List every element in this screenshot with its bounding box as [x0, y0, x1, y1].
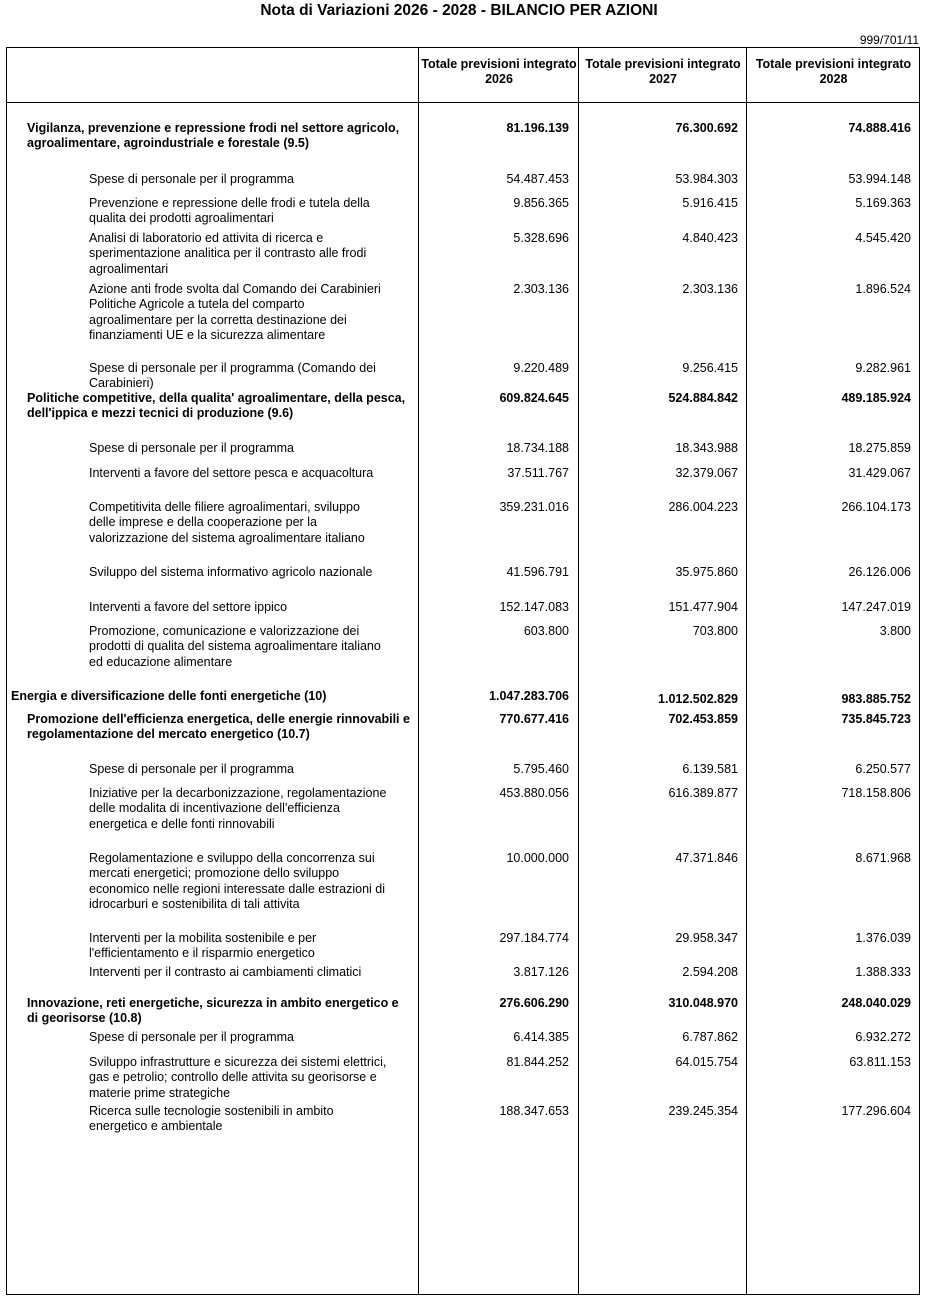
row-label: Competitivita delle filiere agroalimentari, sviluppo delle imprese e della cooperazione per la valorizzazione del sistema agroalimentare italiano	[89, 500, 365, 545]
row-label: Sviluppo del sistema informativo agricolo nazionale	[89, 565, 373, 579]
cell-2028: 53.994.148	[848, 172, 911, 186]
row-label: Azione anti frode svolta dal Comando dei Carabinieri Politiche Agricole a tutela del comparto agroalimentare per la corretta destinazione dei finanziamenti UE e la sicurezza alimentare	[89, 282, 381, 342]
cell-2027: 2.594.208	[682, 965, 738, 979]
row-label: Analisi di laboratorio ed attivita di ricerca e sperimentazione analitica per il contrasto alle frodi agroalimentari	[89, 231, 367, 276]
cell-2026: 6.414.385	[513, 1030, 569, 1044]
row-label: Spese di personale per il programma	[89, 441, 294, 455]
document-code: 999/701/11	[859, 33, 919, 47]
cell-2026: 9.856.365	[513, 196, 569, 210]
row-label: Interventi a favore del settore pesca e acquacoltura	[89, 466, 374, 480]
cell-2028: 1.376.039	[855, 931, 911, 945]
cell-2027: 32.379.067	[675, 466, 738, 480]
row-label: Interventi a favore del settore ippico	[89, 600, 288, 614]
cell-2028: 1.388.333	[855, 965, 911, 979]
cell-2026: 276.606.290	[499, 996, 569, 1010]
cell-2027: 2.303.136	[682, 282, 738, 296]
cell-2027: 9.256.415	[682, 361, 738, 375]
cell-2027: 18.343.988	[675, 441, 738, 455]
row-label: Ricerca sulle tecnologie sostenibili in ambito energetico e ambientale	[89, 1104, 334, 1134]
cell-2027: 703.800	[692, 624, 738, 638]
cell-2028: 266.104.173	[841, 500, 911, 514]
cell-2028: 248.040.029	[841, 996, 911, 1010]
row-label: Prevenzione e repressione delle frodi e tutela della qualita dei prodotti agroalimentari	[89, 196, 370, 226]
cell-2026: 603.800	[523, 624, 569, 638]
cell-2028: 983.885.752	[841, 692, 911, 706]
cell-2026: 18.734.188	[506, 441, 569, 455]
cell-2028: 5.169.363	[855, 196, 911, 210]
column-header-2026: Totale previsioni integrato 2026	[421, 57, 577, 86]
row-label: Iniziative per la decarbonizzazione, regolamentazione delle modalita di incentivazione dell'efficienza energetica e delle fonti rinnovabili	[89, 786, 387, 831]
row-label: Spese di personale per il programma	[89, 1030, 294, 1044]
cell-2026: 453.880.056	[499, 786, 569, 800]
cell-2028: 74.888.416	[848, 121, 911, 135]
row-label: Promozione, comunicazione e valorizzazione dei prodotti di qualita del sistema agroalimentare italiano ed educazione alimentare	[89, 624, 381, 669]
cell-2027: 47.371.846	[675, 851, 738, 865]
cell-2026: 5.795.460	[513, 762, 569, 776]
row-label: Energia e diversificazione delle fonti energetiche (10)	[11, 689, 327, 703]
row-label: Promozione dell'efficienza energetica, delle energie rinnovabili e regolamentazione del mercato energetico (10.7)	[27, 712, 410, 742]
cell-2028: 177.296.604	[841, 1104, 911, 1118]
cell-2026: 359.231.016	[499, 500, 569, 514]
document-title: Nota di Variazioni 2026 - 2028 - BILANCIO PER AZIONI	[260, 2, 658, 19]
cell-2028: 3.800	[879, 624, 911, 638]
cell-2028: 63.811.153	[849, 1055, 911, 1069]
cell-2028: 489.185.924	[841, 391, 911, 405]
row-label: Sviluppo infrastrutture e sicurezza dei sistemi elettrici, gas e petrolio; controllo delle attivita su georisorse e materie prime strategiche	[89, 1055, 387, 1100]
cell-2028: 26.126.006	[848, 565, 911, 579]
cell-2026: 41.596.791	[506, 565, 569, 579]
cell-2026: 1.047.283.706	[489, 689, 569, 703]
row-label: Spese di personale per il programma (Comando dei Carabinieri)	[89, 361, 376, 391]
column-header-2028: Totale previsioni integrato 2028	[755, 57, 912, 86]
row-label: Spese di personale per il programma	[89, 762, 294, 776]
cell-2027: 239.245.354	[668, 1104, 738, 1118]
cell-2027: 6.787.862	[682, 1030, 738, 1044]
cell-2027: 29.958.347	[675, 931, 738, 945]
cell-2027: 524.884.842	[668, 391, 738, 405]
cell-2026: 81.196.139	[506, 121, 569, 135]
cell-2026: 609.824.645	[499, 391, 569, 405]
column-header-2027: Totale previsioni integrato 2027	[585, 57, 741, 86]
cell-2028: 18.275.859	[848, 441, 911, 455]
cell-2027: 286.004.223	[668, 500, 738, 514]
row-label: Interventi per il contrasto ai cambiamenti climatici	[89, 965, 362, 979]
cell-2027: 6.139.581	[682, 762, 738, 776]
row-label: Innovazione, reti energetiche, sicurezza in ambito energetico e di georisorse (10.8)	[27, 996, 399, 1026]
row-label: Politiche competitive, della qualita' agroalimentare, della pesca, dell'ippica e mezzi tecnici di produzione (9.6)	[27, 391, 406, 421]
cell-2028: 147.247.019	[841, 600, 911, 614]
cell-2026: 54.487.453	[506, 172, 569, 186]
cell-2027: 35.975.860	[675, 565, 738, 579]
row-label: Interventi per la mobilita sostenibile e per l'efficientamento e il risparmio energetico	[89, 931, 317, 961]
cell-2026: 188.347.653	[499, 1104, 569, 1118]
cell-2027: 64.015.754	[675, 1055, 738, 1069]
cell-2026: 10.000.000	[506, 851, 569, 865]
cell-2027: 53.984.303	[675, 172, 738, 186]
cell-2027: 702.453.859	[668, 712, 738, 726]
cell-2028: 8.671.968	[855, 851, 911, 865]
cell-2028: 6.250.577	[855, 762, 911, 776]
cell-2027: 1.012.502.829	[658, 692, 738, 706]
cell-2027: 5.916.415	[682, 196, 738, 210]
cell-2028: 6.932.272	[855, 1030, 911, 1044]
cell-2028: 31.429.067	[848, 466, 911, 480]
cell-2026: 152.147.083	[499, 600, 569, 614]
cell-2028: 1.896.524	[855, 282, 911, 296]
cell-2028: 9.282.961	[855, 361, 911, 375]
row-label: Regolamentazione e sviluppo della concorrenza sui mercati energetici; promozione dello sviluppo economico nelle regioni interessate dalle estrazioni di idrocarburi e sostenibilita di tali attivita	[89, 851, 386, 911]
cell-2026: 2.303.136	[513, 282, 569, 296]
cell-2026: 5.328.696	[513, 231, 569, 245]
cell-2026: 9.220.489	[513, 361, 569, 375]
cell-2026: 37.511.767	[507, 466, 569, 480]
cell-2026: 297.184.774	[499, 931, 569, 945]
cell-2028: 735.845.723	[841, 712, 911, 726]
cell-2027: 616.389.877	[668, 786, 738, 800]
row-label: Vigilanza, prevenzione e repressione frodi nel settore agricolo, agroalimentare, agroindustriale e forestale (9.5)	[27, 121, 400, 151]
cell-2028: 718.158.806	[841, 786, 911, 800]
cell-2026: 81.844.252	[506, 1055, 569, 1069]
cell-2027: 4.840.423	[682, 231, 738, 245]
row-label: Spese di personale per il programma	[89, 172, 294, 186]
cell-2026: 770.677.416	[499, 712, 569, 726]
cell-2028: 4.545.420	[855, 231, 911, 245]
cell-2027: 151.477.904	[668, 600, 738, 614]
cell-2027: 76.300.692	[675, 121, 738, 135]
cell-2027: 310.048.970	[668, 996, 738, 1010]
header-divider	[6, 102, 920, 103]
cell-2026: 3.817.126	[513, 965, 569, 979]
